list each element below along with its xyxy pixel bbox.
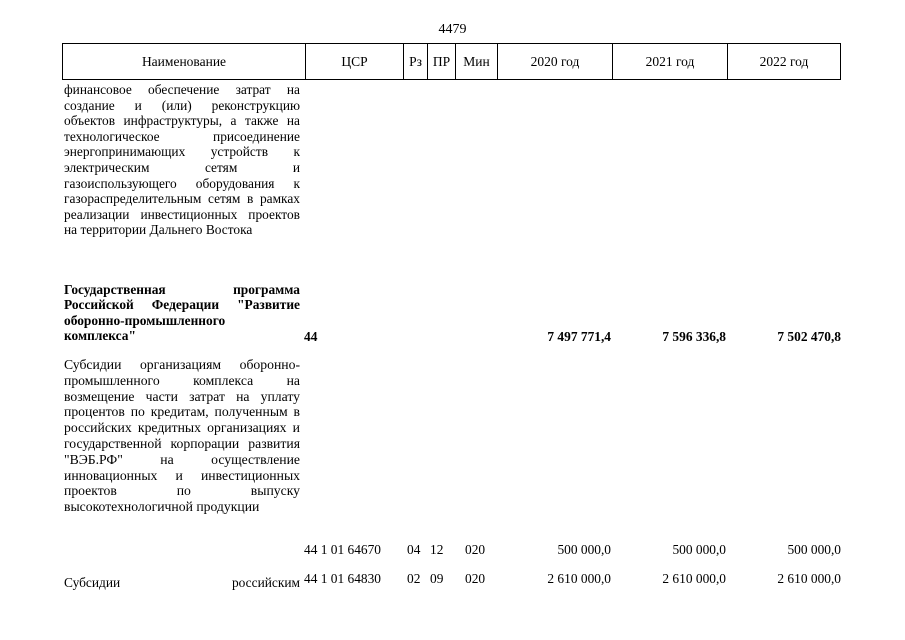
page-number: 4479 (438, 22, 467, 37)
row-2020: 7 497 771,4 (547, 329, 611, 344)
row-name: Субсидии российским (64, 575, 300, 590)
header-2020: 2020 год (497, 44, 612, 79)
row-2021: 2 610 000,0 (662, 571, 726, 586)
row-2020: 500 000,0 (557, 542, 611, 557)
row-min: 020 (465, 542, 486, 557)
table-header (62, 43, 841, 80)
header-min: Мин (455, 44, 497, 79)
row-name: Государственная программа Российской Федерации "Развитие оборонно-промышленного комплекса" (64, 282, 300, 343)
row-2021: 7 596 336,8 (662, 329, 726, 344)
row-name: финансовое обеспечение затрат на создание и (или) реконструкцию объектов инфраструктуры, а также на технологическое присоединение энергопринимающих устройств к электрическим сетям и газоиспользующего оборудования к газораспределительным сетям в рамках реализации инвестиционных проектов на территории Дальнего Востока (64, 82, 300, 238)
row-min: 020 (465, 571, 486, 586)
row-2021: 500 000,0 (672, 542, 726, 557)
row-csr: 44 1 01 64830 (304, 571, 381, 586)
header-csr: ЦСР (305, 44, 403, 79)
row-csr: 44 (304, 329, 318, 344)
row-2022: 7 502 470,8 (777, 329, 841, 344)
header-name: Наименование (141, 53, 227, 69)
row-rz: 04 (407, 542, 421, 557)
row-2022: 2 610 000,0 (777, 571, 841, 586)
row-name: Субсидии организациям оборонно-промышленного комплекса на возмещение части затрат на уплату процентов по кредитам, полученным в российских кредитных организациях и государственной корпорации развития "ВЭБ.РФ" на осуществление инновационных и инвестиционных проектов по выпуску высокотехнологичной продукции (64, 357, 300, 515)
header-pr: ПР (427, 44, 455, 79)
row-rz: 02 (407, 571, 421, 586)
row-csr: 44 1 01 64670 (304, 542, 381, 557)
row-2020: 2 610 000,0 (547, 571, 611, 586)
row-2022: 500 000,0 (787, 542, 841, 557)
row-pr: 09 (430, 571, 444, 586)
header-2021: 2021 год (612, 44, 727, 79)
header-rz: Рз (403, 44, 427, 79)
row-pr: 12 (430, 542, 444, 557)
header-2022: 2022 год (727, 44, 840, 79)
